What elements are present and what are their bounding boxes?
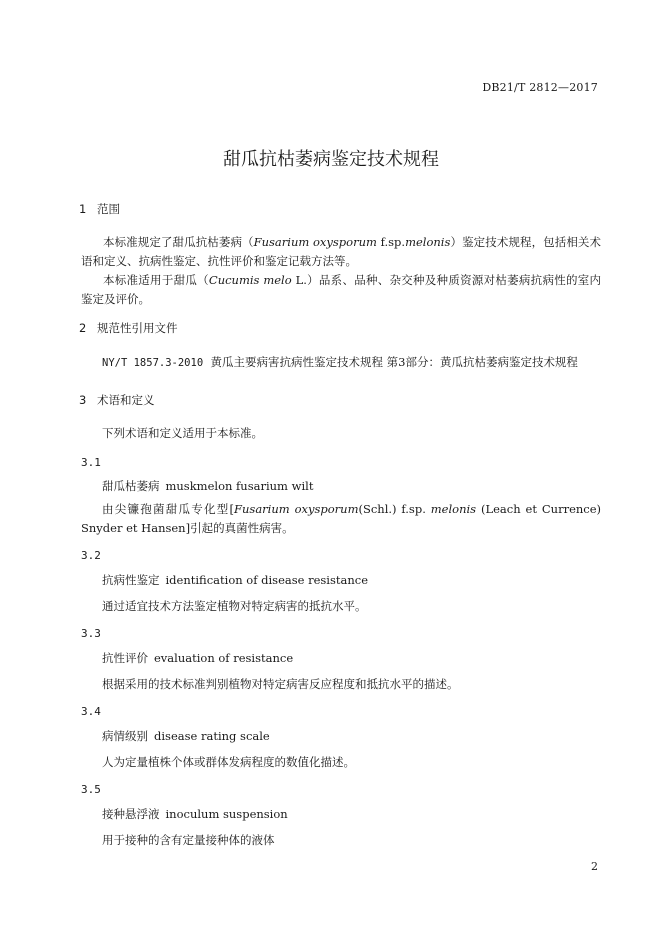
clause-number: 3.5 xyxy=(81,783,101,796)
clause-number: 3.1 xyxy=(81,456,101,469)
term-chinese: 甜瓜枯萎病 xyxy=(102,479,160,493)
section-title: 术语和定义 xyxy=(97,393,155,407)
text-run: ）鉴定技术规程，包括相关术语和定义、抗病性鉴定、抗性评价和鉴定记载方法等。 xyxy=(81,235,602,268)
text-run: 本标准规定了甜瓜抗枯萎病（ xyxy=(103,235,254,249)
section-title: 范围 xyxy=(97,202,120,216)
text-run: L.）品系、品种、杂交种及种质资源对枯萎病抗病性的室内鉴定及评价。 xyxy=(81,273,602,306)
document-title: 甜瓜抗枯萎病鉴定技术规程 xyxy=(223,149,439,170)
scope-paragraph-1 xyxy=(81,233,601,271)
text-run: 由尖镰孢菌甜瓜专化型[ xyxy=(102,502,235,516)
section-number: 3 xyxy=(79,393,87,407)
latin-name: melonis xyxy=(405,235,451,249)
term-chinese: 病情级别 xyxy=(102,729,148,743)
term-english: evaluation of resistance xyxy=(154,651,294,665)
term-english: disease rating scale xyxy=(154,729,270,743)
term-entry xyxy=(102,806,288,822)
term-entry xyxy=(102,728,270,744)
latin-name: melonis xyxy=(430,502,477,516)
term-chinese: 抗病性鉴定 xyxy=(102,573,160,587)
section-title: 规范性引用文件 xyxy=(97,321,178,335)
text-run: (Schl.) f.sp. xyxy=(358,502,431,516)
section-heading-references xyxy=(79,320,178,336)
section-heading-terms xyxy=(79,392,155,408)
term-chinese: 抗性评价 xyxy=(102,651,148,665)
latin-name: Cucumis melo xyxy=(208,273,292,287)
term-definition xyxy=(81,500,601,538)
text-run: (Leach et Currence) Snyder et Hansen]引起的真菌性病害。 xyxy=(81,502,602,535)
term-definition: 人为定量植株个体或群体发病程度的数值化描述。 xyxy=(102,755,355,769)
term-english: muskmelon fusarium wilt xyxy=(165,479,314,493)
standard-number: DB21/T 2812—2017 xyxy=(482,81,598,94)
reference-entry xyxy=(102,354,578,370)
term-chinese: 接种悬浮液 xyxy=(102,807,160,821)
reference-title: 黄瓜主要病害抗病性鉴定技术规程 第3部分：黄瓜抗枯萎病鉴定技术规程 xyxy=(210,355,578,369)
clause-number: 3.3 xyxy=(81,627,101,640)
term-entry xyxy=(102,572,368,588)
section-heading-scope xyxy=(79,201,120,217)
page-number: 2 xyxy=(591,860,598,873)
clause-number: 3.4 xyxy=(81,705,101,718)
term-definition: 根据采用的技术标准判别植物对特定病害反应程度和抵抗水平的描述。 xyxy=(102,677,459,691)
term-definition: 通过适宜技术方法鉴定植物对特定病害的抵抗水平。 xyxy=(102,599,367,613)
term-entry xyxy=(102,650,293,666)
latin-name: Fusarium oxysporum xyxy=(253,235,377,249)
text-run: f.sp. xyxy=(376,235,406,249)
term-english: inoculum suspension xyxy=(165,807,288,821)
latin-name: Fusarium oxysporum xyxy=(234,502,359,516)
term-definition: 用于接种的含有定量接种体的液体 xyxy=(102,833,275,847)
scope-body xyxy=(81,233,601,309)
reference-code: NY/T 1857.3-2010 xyxy=(102,357,204,369)
scope-paragraph-2 xyxy=(81,271,601,309)
term-entry xyxy=(102,478,313,494)
section-number: 2 xyxy=(79,321,87,335)
text-run: 本标准适用于甜瓜（ xyxy=(103,273,209,287)
term-english: identification of disease resistance xyxy=(165,573,369,587)
terms-intro: 下列术语和定义适用于本标准。 xyxy=(102,426,263,440)
section-number: 1 xyxy=(79,202,87,216)
clause-number: 3.2 xyxy=(81,549,101,562)
